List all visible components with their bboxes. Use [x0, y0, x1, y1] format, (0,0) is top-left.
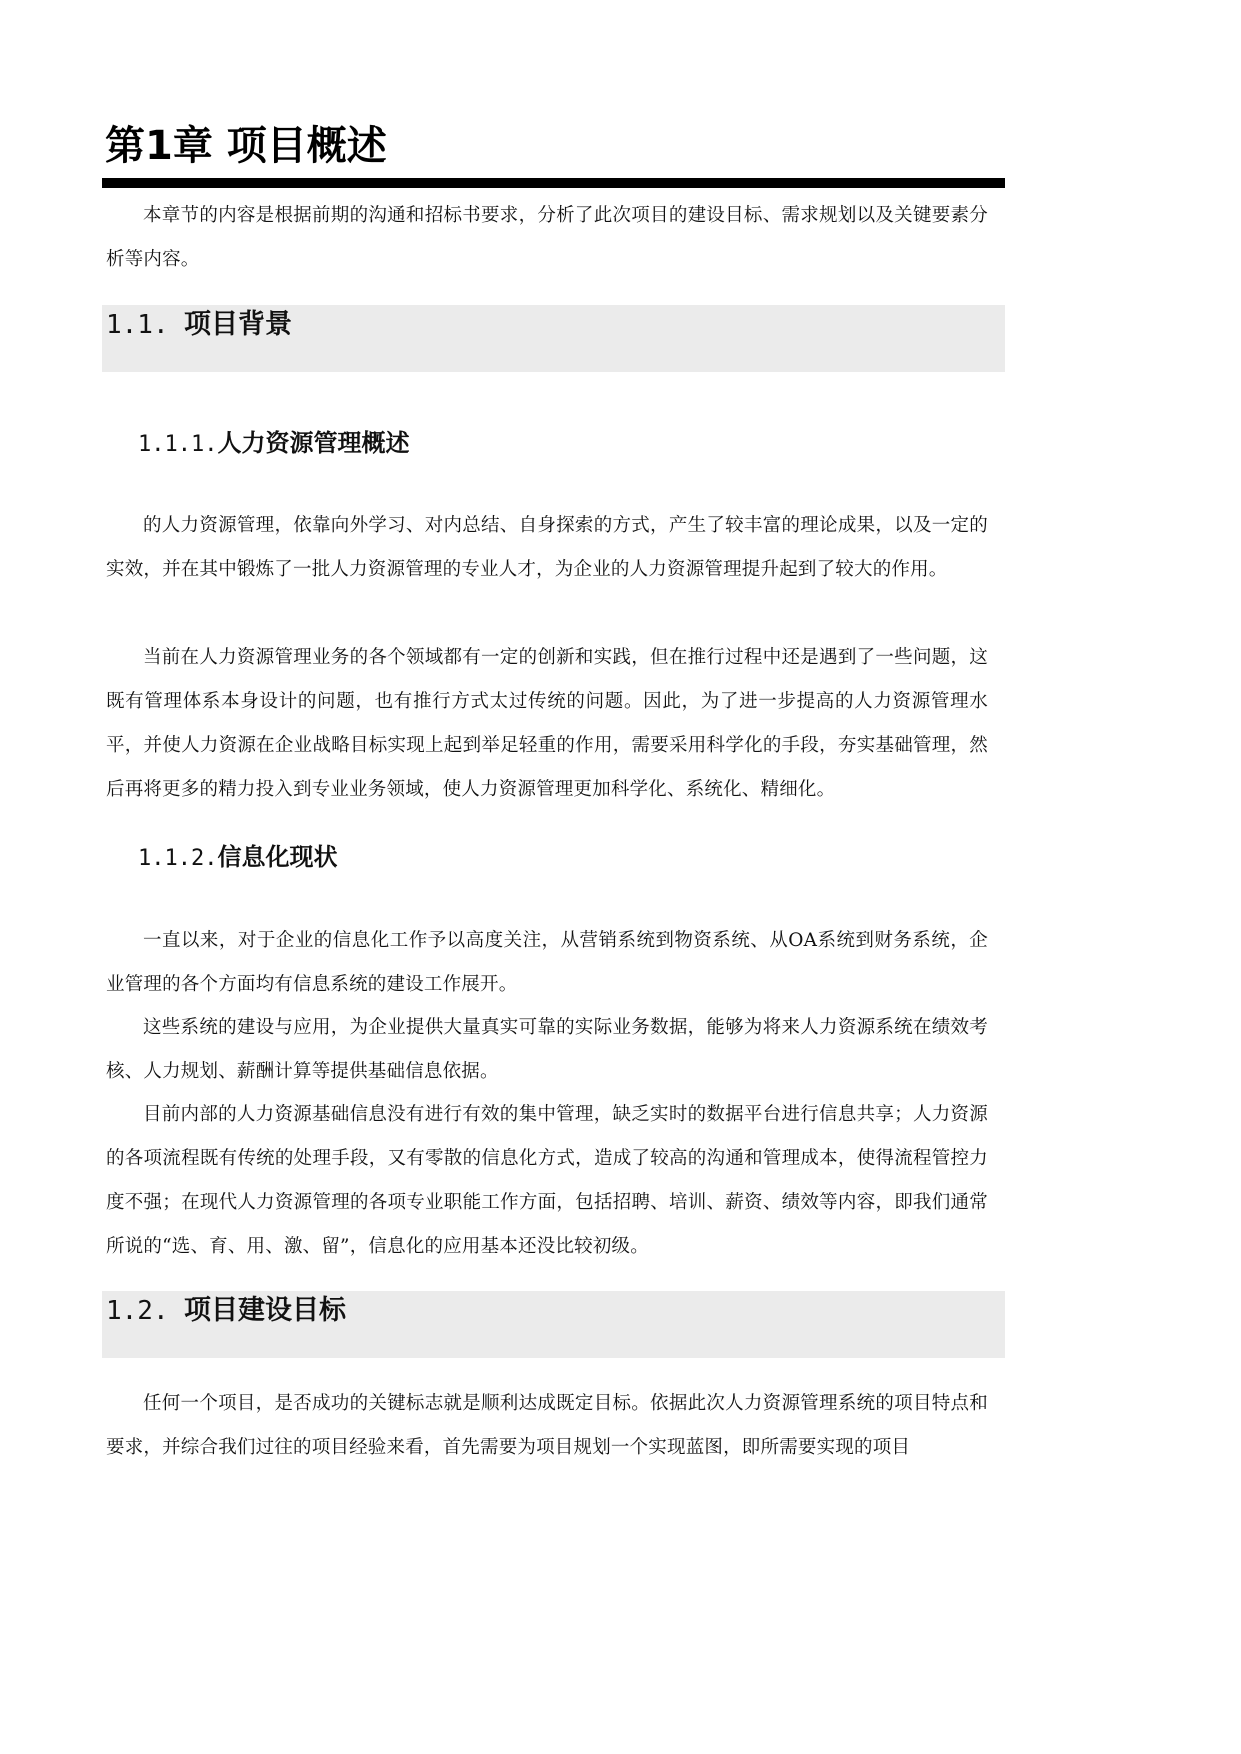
section-1-2-heading — [106, 1291, 346, 1331]
section-title: 项目背景 — [184, 309, 292, 340]
subsection-title: 人力资源管理概述 — [217, 429, 410, 457]
paragraph: 的人力资源管理，依靠向外学习、对内总结、自身探索的方式，产生了较丰富的理论成果，以及一定的实效，并在其中锻炼了一批人力资源管理的专业人才，为企业的人力资源管理提升起到了较大的作用。 — [106, 515, 988, 580]
paragraph: 一直以来，对于企业的信息化工作予以高度关注，从营销系统到物资系统、从OA系统到财务系统，企业管理的各个方面均有信息系统的建设工作展开。 — [106, 930, 988, 995]
intro-paragraph: 本章节的内容是根据前期的沟通和招标书要求，分析了此次项目的建设目标、需求规划以及关键要素分析等内容。 — [106, 205, 988, 270]
paragraph: 目前内部的人力资源基础信息没有进行有效的集中管理，缺乏实时的数据平台进行信息共享；人力资源的各项流程既有传统的处理手段，又有零散的信息化方式，造成了较高的沟通和管理成本，使得流程管控力度不强；在现代人力资源管理的各项专业职能工作方面，包括招聘、培训、薪资、绩效等内容，即我们通常所说的“选、育、用、激、留”，信息化的应用基本还没比较初级。 — [106, 1104, 988, 1257]
paragraph: 当前在人力资源管理业务的各个领域都有一定的创新和实践，但在推行过程中还是遇到了一些问题，这既有管理体系本身设计的问题，也有推行方式太过传统的问题。因此，为了进一步提高的人力资源管理水平，并使人力资源在企业战略目标实现上起到举足轻重的作用，需要采用科学化的手段，夯实基础管理，然后再将更多的精力投入到专业业务领域，使人力资源管理更加科学化、系统化、精细化。 — [106, 647, 988, 800]
subsection-title: 信息化现状 — [217, 843, 338, 871]
section-number: 1.1. — [106, 310, 169, 340]
subsection-number: 1.1.2. — [138, 846, 218, 871]
subsection-1-1-2-heading — [138, 840, 337, 876]
paragraph: 任何一个项目，是否成功的关键标志就是顺利达成既定目标。依据此次人力资源管理系统的项目特点和要求，并综合我们过往的项目经验来看，首先需要为项目规划一个实现蓝图，即所需要实现的项目 — [106, 1393, 988, 1458]
paragraph: 这些系统的建设与应用，为企业提供大量真实可靠的实际业务数据，能够为将来人力资源系统在绩效考核、人力规划、薪酬计算等提供基础信息依据。 — [106, 1017, 988, 1082]
chapter-title: 第1章 项目概述 — [105, 123, 387, 169]
section-title: 项目建设目标 — [184, 1295, 346, 1326]
section-1-1-heading — [106, 305, 292, 345]
chapter-rule — [102, 178, 1005, 188]
subsection-1-1-1-heading — [138, 426, 409, 462]
section-number: 1.2. — [106, 1296, 169, 1326]
subsection-number: 1.1.1. — [138, 432, 218, 457]
